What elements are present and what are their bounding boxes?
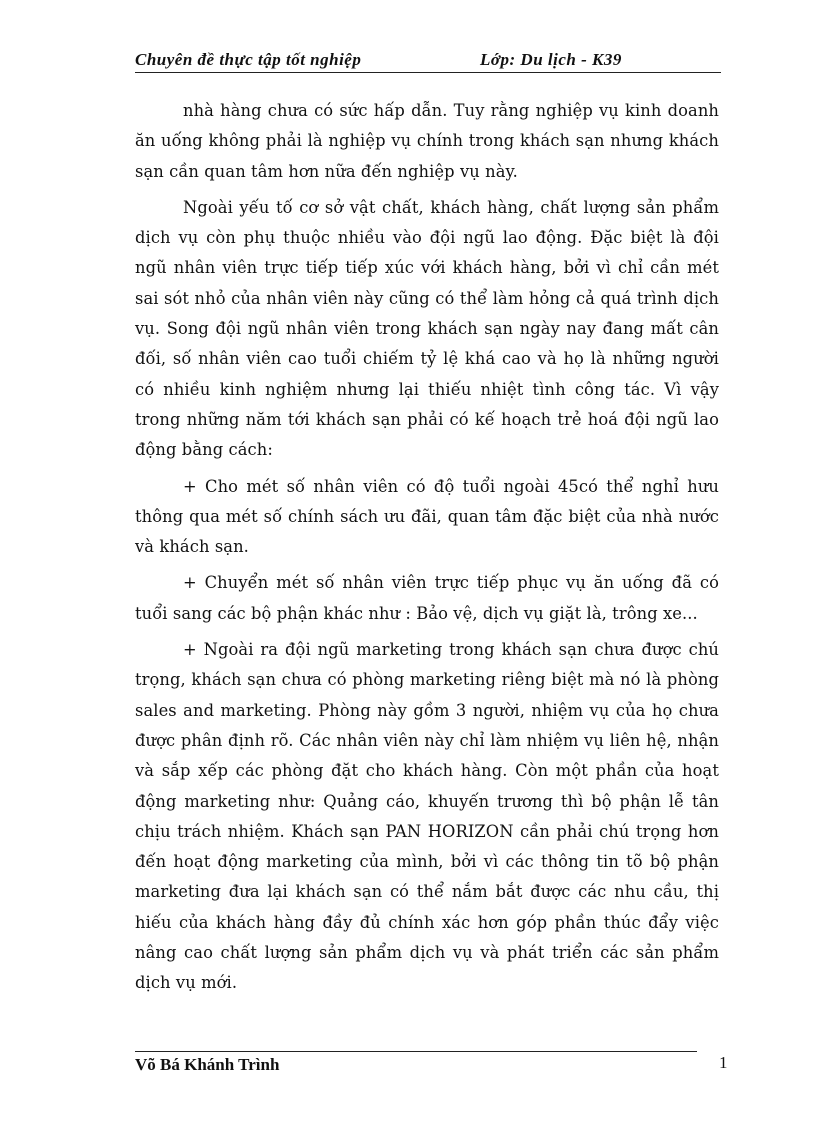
page-number: 1 bbox=[719, 1053, 728, 1072]
header-class-label: Lớp: Du lịch - K39 bbox=[480, 50, 622, 69]
document-body bbox=[135, 96, 719, 1005]
paragraph: + Cho mét số nhân viên có độ tuổi ngoài 45có thể nghỉ hưu thông qua mét số chính sách ưu đãi, quan tâm đặc biệt của nhà nước và khách sạn. bbox=[135, 476, 719, 557]
paragraph: nhà hàng chưa có sức hấp dẫn. Tuy rằng nghiệp vụ kinh doanh ăn uống không phải là nghiệp vụ chính trong khách sạn nhưng khách sạn cần quan tâm hơn nữa đến nghiệp vụ này. bbox=[135, 101, 719, 181]
paragraph: Ngoài yếu tố cơ sở vật chất, khách hàng, chất lượng sản phẩm dịch vụ còn phụ thuộc nhiều vào đội ngũ lao động. Đặc biệt là đội ngũ nhân viên trực tiếp tiếp xúc với khách hàng, bởi vì chỉ cần mét sai sót nhỏ của nhân viên này cũng có thể làm hỏng cả quá trình dịch vụ. Song đội ngũ nhân viên trong khách sạn ngày nay đang mất cân đối, số nhân viên cao tuổi chiếm tỷ lệ khá cao và họ là những người có nhiều kinh nghiệm nhưng lại thiếu nhiệt tình công tác. Vì vậy trong những năm tới khách sạn phải có kế hoạch trẻ hoá đội ngũ lao động bằng cách: bbox=[135, 197, 719, 460]
page-header bbox=[135, 50, 721, 73]
footer-divider bbox=[135, 1051, 697, 1052]
paragraph: + Chuyển mét số nhân viên trực tiếp phục vụ ăn uống đã có tuổi sang các bộ phận khác như : Bảo vệ, dịch vụ giặt là, trông xe... bbox=[135, 573, 719, 623]
footer-author: Võ Bá Khánh Trình bbox=[135, 1055, 280, 1074]
header-title: Chuyên đề thực tập tốt nghiệp bbox=[135, 50, 362, 69]
paragraph: + Ngoài ra đội ngũ marketing trong khách sạn chưa được chú trọng, khách sạn chưa có phòng marketing riêng biệt mà nó là phòng sales and marketing. Phòng này gồm 3 người, nhiệm vụ của họ chưa được phân định rõ. Các nhân viên này chỉ làm nhiệm vụ liên hệ, nhận và sắp xếp các phòng đặt cho khách hàng. Còn một phần của hoạt động marketing như: Quảng cáo, khuyến trương thì bộ phận lễ tân chịu trách nhiệm. Khách sạn PAN HORIZON cần phải chú trọng hơn đến hoạt động marketing của mình, bởi vì các thông tin tõ bộ phận marketing đưa lại khách sạn có thể nắm bắt được các nhu cầu, thị hiếu của khách hàng đầy đủ chính xác hơn góp phần thúc đẩy việc nâng cao chất lượng sản phẩm dịch vụ và phát triển các sản phẩm dịch vụ mới. bbox=[135, 640, 719, 993]
